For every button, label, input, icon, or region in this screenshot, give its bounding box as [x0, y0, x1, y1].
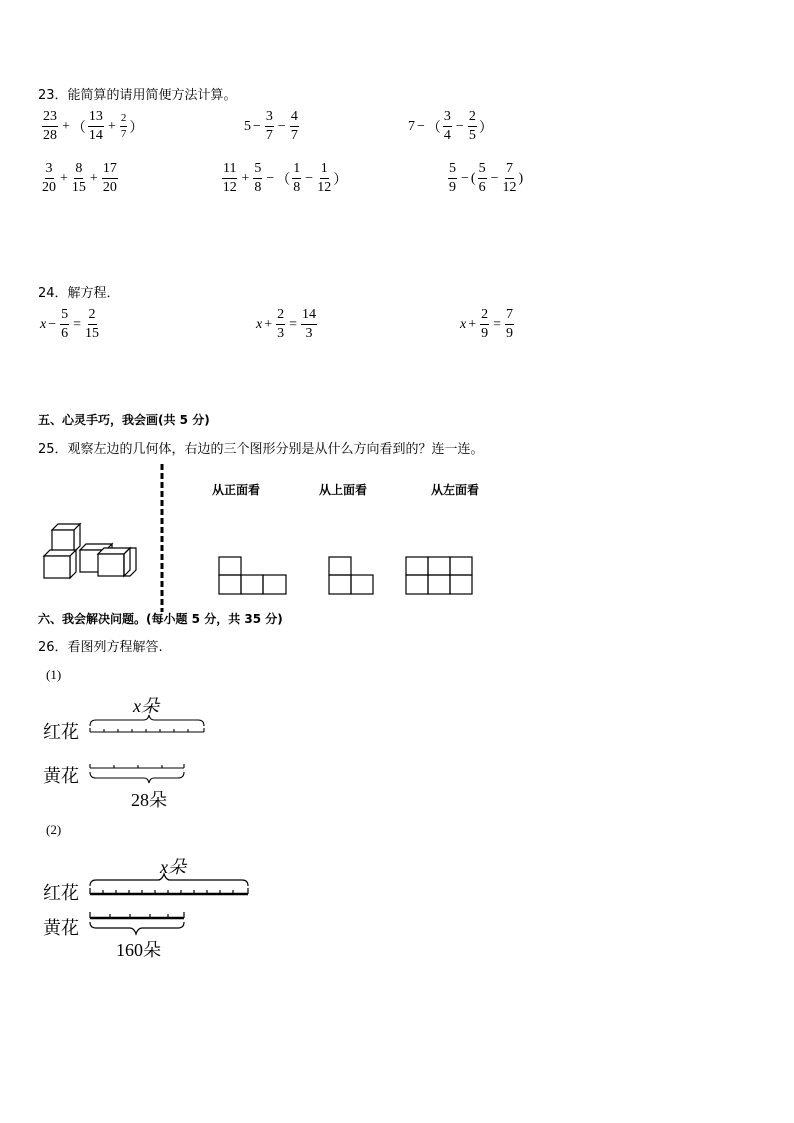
q26-part-2-red-label: 红花: [43, 883, 79, 904]
q24-equation-2: x + $\frac{2}{3}$ = $\frac{14}{3}$: [256, 307, 317, 341]
q23-expr-6: 5 9 − ( 5 6 − $\frac{7}{12}$ ): [449, 161, 524, 195]
fraction: $\frac{17}{20}$: [102, 161, 117, 195]
label-top-view: 从上面看: [319, 483, 368, 497]
q26-part-1-top-label: x朵: [133, 696, 159, 716]
q26-part-2-yellow-label: 黄花: [43, 918, 79, 939]
q24-equation-1: x − $\frac{5}{6}$ = $\frac{2}{15}$: [40, 307, 100, 341]
dashed-divider: [158, 464, 166, 612]
q26-part-1-number: (1): [46, 667, 62, 682]
fraction: $\frac{7}{12}$: [502, 161, 517, 195]
fraction: $\frac{7}{9}$: [506, 307, 514, 341]
fraction: $\frac{2}{7}$: [120, 112, 127, 140]
q26-part-2-bar-diagram: [86, 872, 254, 940]
q23-expr-4: 3 20 + $\frac{8}{15}$ + $\frac{17}{20}$: [42, 161, 117, 195]
fraction: $\frac{3}{7}$: [265, 109, 273, 143]
view-shape-2: [328, 556, 376, 596]
q23-expr-3: 7 − （ 3 4 − $\frac{2}{5}$ ）: [408, 109, 493, 143]
q25-title: 25．观察左边的几何体，右边的三个图形分别是从什么方向看到的？连一连。: [38, 442, 484, 457]
fraction: $\frac{5}{8}$: [254, 161, 262, 195]
q24-equation-3: x + $\frac{2}{9}$ = $\frac{7}{9}$: [460, 307, 514, 341]
view-shape-1: [218, 556, 288, 596]
q23-title: 23．能简算的请用简便方法计算。: [38, 88, 237, 103]
cube-solid-figure: [40, 520, 144, 582]
q23-expr-1: 23 28 + （ 13 14 + $\frac{2}{7}$ ）: [43, 109, 144, 143]
q23-expr-2: 5 − $\frac{3}{7}$ − $\frac{4}{7}$: [244, 109, 298, 143]
fraction: $\frac{8}{15}$: [71, 161, 86, 195]
view-shape-3: [405, 556, 475, 596]
fraction: $\frac{14}{3}$: [302, 307, 317, 341]
fraction: $\frac{2}{3}$: [277, 307, 285, 341]
fraction: $\frac{2}{15}$: [85, 307, 100, 341]
q26-part-1-yellow-label: 黄花: [43, 766, 79, 787]
fraction: 13 14: [88, 109, 103, 143]
fraction: $\frac{4}{7}$: [290, 109, 298, 143]
q26-part-1-bar-diagram: [86, 714, 210, 784]
q26-part-2-bottom-label: 160朵: [116, 940, 161, 960]
label-front-view: 从正面看: [212, 483, 261, 497]
q26-title: 26．看图列方程解答.: [38, 640, 163, 655]
fraction: $\frac{2}{9}$: [481, 307, 489, 341]
section-5-title: 五、心灵手巧，我会画(共 5 分): [38, 413, 210, 427]
label-left-view: 从左面看: [431, 483, 480, 497]
q26-part-2-top-label: x朵: [160, 857, 186, 877]
q23-expr-5: 11 12 + $\frac{5}{8}$ − （ 1 8 − $\frac{1}{12}$ ）: [222, 161, 348, 195]
fraction: 1 8: [293, 161, 301, 195]
fraction: $\frac{1}{12}$: [317, 161, 332, 195]
fraction: $\frac{5}{6}$: [61, 307, 69, 341]
fraction: 3 4: [443, 109, 451, 143]
q24-title: 24．解方程．: [38, 286, 120, 301]
fraction: $\frac{2}{5}$: [468, 109, 476, 143]
fraction: 3 20: [42, 161, 56, 195]
section-6-title: 六、我会解决问题。(每小题 5 分，共 35 分): [38, 612, 283, 626]
q26-part-2-number: (2): [46, 822, 62, 837]
fraction: 5 6: [478, 161, 486, 195]
fraction: 23 28: [43, 109, 57, 143]
q26-part-1-red-label: 红花: [43, 722, 79, 743]
q26-part-1-bottom-label: 28朵: [131, 790, 167, 810]
fraction: 11 12: [222, 161, 237, 195]
fraction: 5 9: [449, 161, 456, 195]
